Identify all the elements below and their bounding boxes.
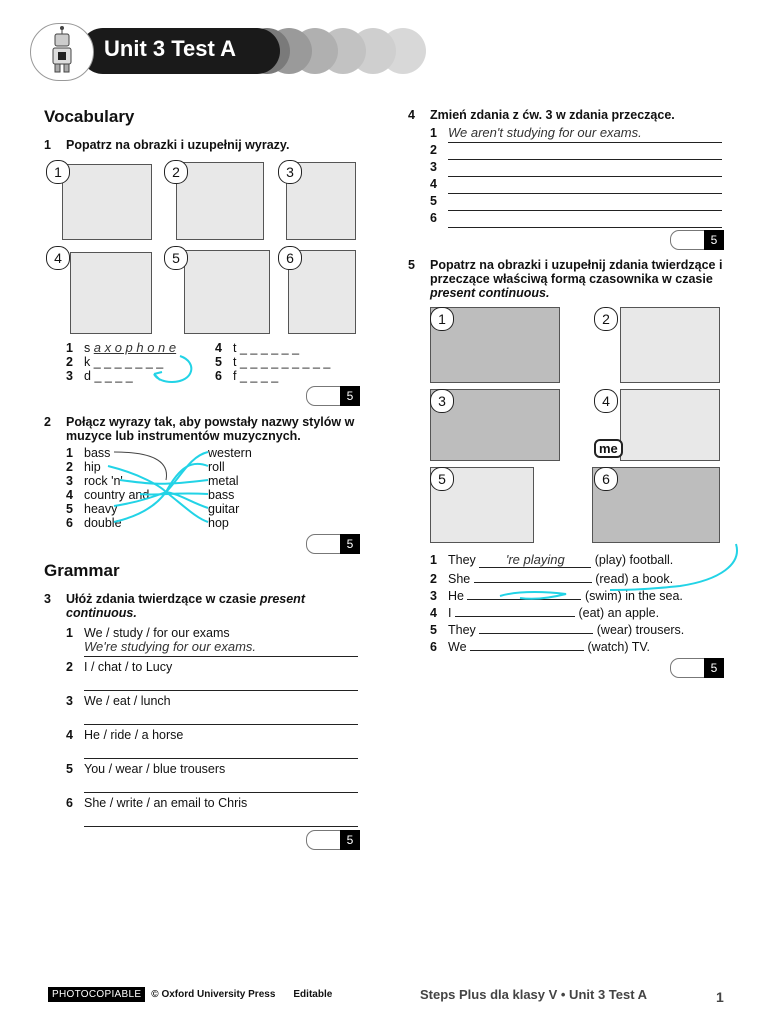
score-box: 5 (670, 658, 724, 678)
grammar-item: 4 He / ride / a horse (66, 728, 358, 759)
answer-line[interactable] (448, 143, 722, 160)
grammar-item: 5 You / wear / blue trousers (66, 762, 358, 793)
picture-number: 5 (164, 246, 188, 270)
section-title-grammar: Grammar (44, 561, 120, 580)
exercise-1-instruction: 1 Popatrz na obrazki i uzupełnij wyrazy. (44, 138, 290, 152)
header-banner (80, 28, 395, 74)
saxophone-picture (62, 164, 152, 240)
page-number: 1 (716, 989, 724, 1005)
footer-series: Steps Plus dla klasy V • Unit 3 Test A (420, 987, 648, 1002)
score-box: 5 (306, 830, 360, 850)
answer-line[interactable] (84, 810, 358, 827)
picture-number: 3 (278, 160, 302, 184)
robot-logo-icon (30, 23, 94, 81)
vocab-item: 4 t _ _ _ _ _ _ (215, 341, 300, 355)
handwritten-match-lines (100, 446, 220, 530)
picture-number: 2 (594, 307, 618, 331)
photocopiable-tag: PHOTOCOPIABLE (48, 987, 145, 1002)
footer-left: PHOTOCOPIABLE © Oxford University Press Editable (48, 987, 332, 1002)
answer-line[interactable] (448, 160, 722, 177)
answer-line[interactable]: 're playing (479, 553, 591, 568)
match-right-column: western roll metal bass guitar hop (208, 446, 252, 530)
me-label: me (594, 439, 623, 458)
exercise-5-pictures (428, 305, 724, 543)
exercise-5-instruction: 5 Popatrz na obrazki i uzupełnij zdania twierdzące i przeczące właściwą formą czasownika w czasie present continuous. (408, 258, 723, 300)
answer-line[interactable] (84, 776, 358, 793)
picture-number: 6 (278, 246, 302, 270)
vocab-item: 6 f _ _ _ _ (215, 369, 279, 383)
trumpet-picture (70, 252, 152, 334)
answer-line[interactable]: We aren't studying for our exams. (448, 126, 722, 143)
exercise-3-instruction: 3 Ułóż zdania twierdzące w czasie present continuous. (44, 592, 305, 620)
vocab-item: 3 d _ _ _ _ (66, 369, 133, 383)
picture-number: 4 (46, 246, 70, 270)
answer-line[interactable] (448, 194, 722, 211)
grammar-item: 3 We / eat / lunch (66, 694, 358, 725)
tambourine-picture (184, 250, 270, 334)
handwritten-arrow (150, 352, 200, 388)
page-title: Unit 3 Test A (104, 36, 237, 61)
answer-line[interactable] (455, 604, 575, 617)
vocab-item: 2 k _ _ _ _ _ _ _ (66, 355, 164, 369)
handwritten-scribble (490, 540, 746, 604)
exercise-2-instruction: 2 Połącz wyrazy tak, aby powstały nazwy stylów w muzyce lub instrumentów muzycznych. (44, 415, 355, 443)
picture-number: 4 (594, 389, 618, 413)
answer-line[interactable] (84, 708, 358, 725)
answer-line[interactable] (84, 674, 358, 691)
answer-line[interactable] (470, 638, 584, 651)
grammar-item: 2 I / chat / to Lucy (66, 660, 358, 691)
vocab-item: 1 s a x o p h o n e (66, 340, 177, 355)
score-box: 5 (670, 230, 724, 250)
grammar-item: 6 She / write / an email to Chris (66, 796, 358, 827)
ex5-sentences: 1 They 're playing (play) football. 2 She (read) a book. 3 He (swim) in the sea. 4 I (eat) an apple. 5 They (wear) trousers. 6 We (watch) TV. (430, 552, 685, 654)
score-box: 5 (306, 386, 360, 406)
picture-number: 2 (164, 160, 188, 184)
exercise-4-instruction: 4 Zmień zdania z ćw. 3 w zdania przeczące. (408, 108, 675, 122)
answer-line[interactable] (448, 177, 722, 194)
answer-line[interactable] (448, 211, 722, 228)
picture-number: 3 (430, 389, 454, 413)
section-title-vocabulary: Vocabulary (44, 107, 135, 126)
answer-line[interactable] (479, 621, 593, 634)
picture-number: 6 (594, 467, 618, 491)
exercise-1-pictures (44, 158, 364, 338)
answer-line[interactable] (84, 742, 358, 759)
reading-picture (620, 307, 720, 383)
vocab-answer: a x o p h o n e (93, 340, 177, 355)
score-box: 5 (306, 534, 360, 554)
grammar-item: 1 We / study / for our exams We're studying for our exams. (66, 626, 358, 657)
picture-number: 1 (46, 160, 70, 184)
picture-number: 1 (430, 307, 454, 331)
drums-picture (176, 162, 264, 240)
negative-sentences-list: 1 We aren't studying for our exams. 2 3 4 5 6 (430, 126, 722, 228)
vocab-item: 5 t _ _ _ _ _ _ _ _ _ (215, 355, 331, 369)
answer-line[interactable]: We're studying for our exams. (84, 640, 358, 657)
eating-picture (620, 389, 720, 461)
match-left-column: 1 bass 2 hip 3 rock 'n' 4 country and 5 heavy 6 double (66, 446, 150, 530)
picture-number: 5 (430, 467, 454, 491)
